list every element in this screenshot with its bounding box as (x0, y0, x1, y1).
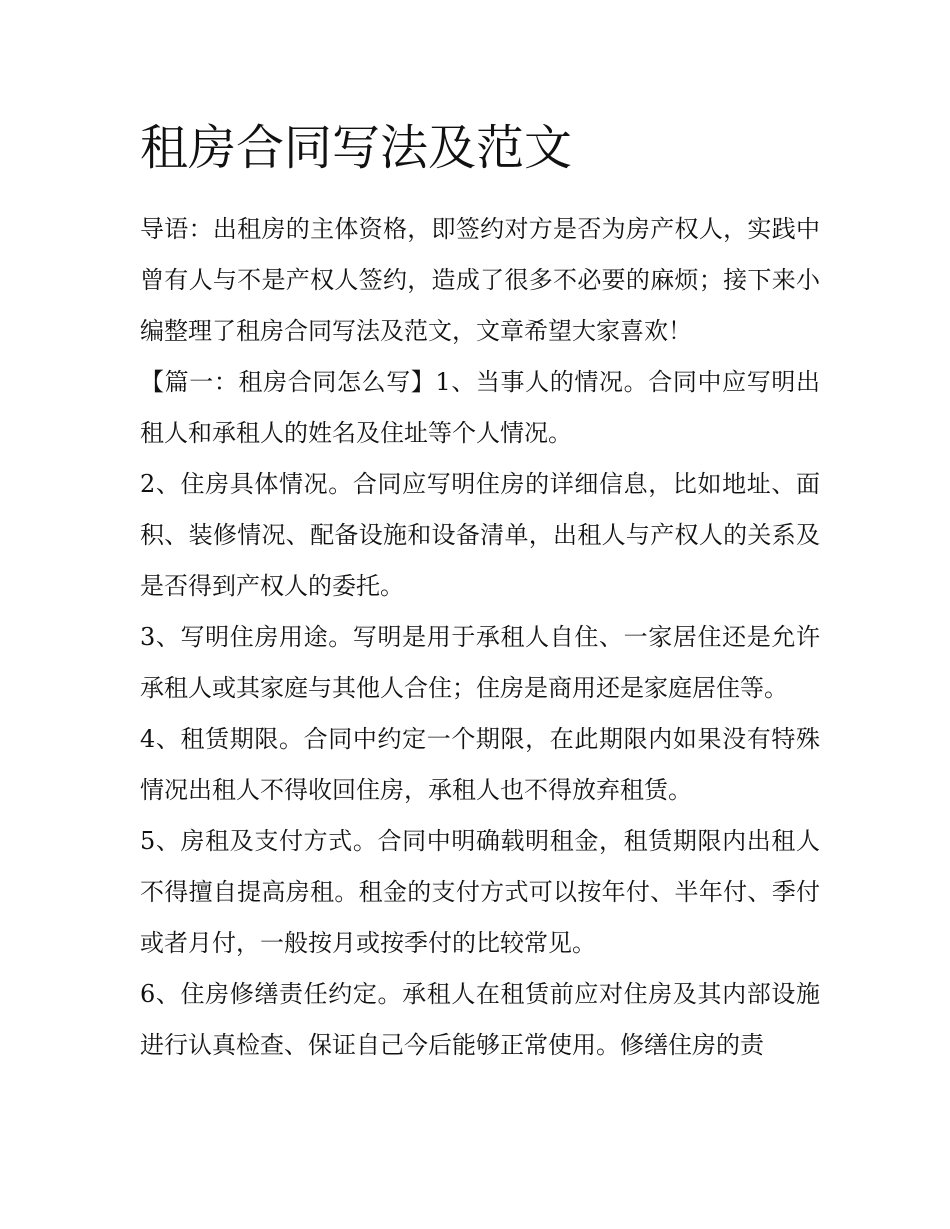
paragraph-item-6: 6、住房修缮责任约定。承租人在租赁前应对住房及其内部设施进行认真检查、保证自己今后能够正常使用。修缮住房的责 (140, 980, 820, 1059)
paragraph-item-5: 5、房租及支付方式。合同中明确载明租金，租赁期限内出租人不得擅自提高房租。租金的支付方式可以按年付、半年付、季付或者月付，一般按月或按季付的比较常见。 (140, 827, 820, 957)
document-title: 租房合同写法及范文 (140, 120, 573, 176)
paragraph-intro: 导语：出租房的主体资格，即签约对方是否为房产权人，实践中曾有人与不是产权人签约，造成了很多不必要的麻烦；接下来小编整理了租房合同写法及范文，文章希望大家喜欢！ (140, 215, 820, 345)
paragraph-item-4: 4、租赁期限。合同中约定一个期限，在此期限内如果没有特殊情况出租人不得收回住房，承租人也不得放弃租赁。 (140, 725, 820, 804)
paragraph-item-2: 2、住房具体情况。合同应写明住房的详细信息，比如地址、面积、装修情况、配备设施和设备清单，出租人与产权人的关系及是否得到产权人的委托。 (140, 470, 820, 600)
paragraph-item-3: 3、写明住房用途。写明是用于承租人自住、一家居住还是允许承租人或其家庭与其他人合住；住房是商用还是家庭居住等。 (140, 623, 820, 702)
document-content (140, 112, 820, 1071)
paragraph-section-1: 【篇一：租房合同怎么写】1、当事人的情况。合同中应写明出租人和承租人的姓名及住址等个人情况。 (140, 368, 820, 447)
